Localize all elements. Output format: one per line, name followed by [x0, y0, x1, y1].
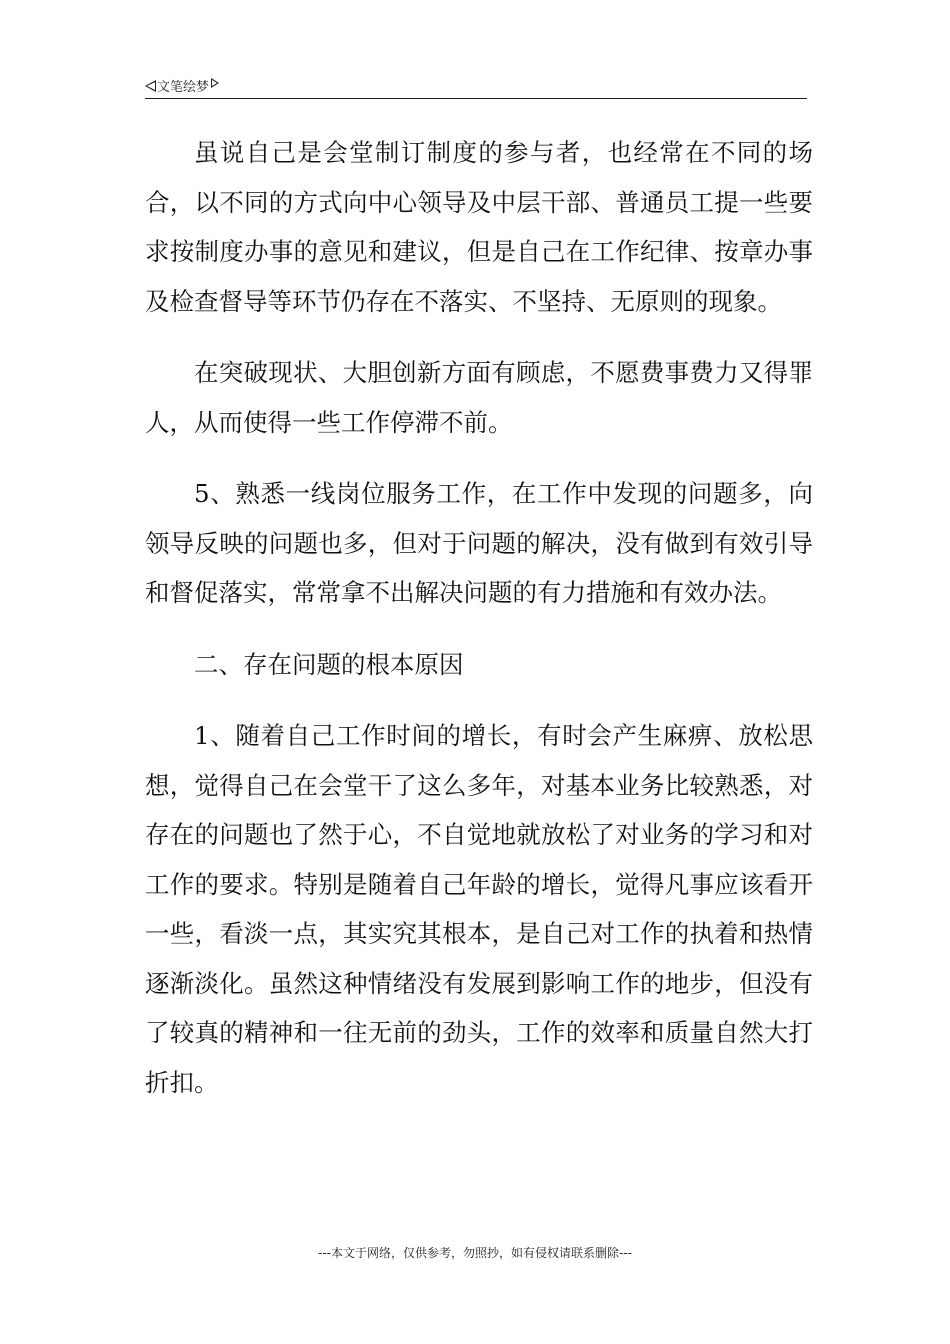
- right-triangle-icon: [211, 78, 219, 88]
- page-header: [145, 74, 807, 99]
- page-footer: ---本文于网络，仅供参考，勿照抄，如有侵权请联系删除---: [318, 1246, 632, 1260]
- paragraph: 在突破现状、大胆创新方面有顾虑，不愿费事费力又得罪人，从而使得一些工作停滞不前。: [145, 358, 813, 437]
- paragraph: 5、熟悉一线岗位服务工作，在工作中发现的问题多，向领导反映的问题也多，但对于问题的解决，没有做到有效引导和督促落实，常常拿不出解决问题的有力措施和有效办法。: [145, 479, 813, 607]
- header-brand-text: 文笔绘梦: [157, 80, 210, 95]
- paragraph: 1、随着自己工作时间的增长，有时会产生麻痹、放松思想，觉得自己在会堂干了这么多年，对基本业务比较熟悉，对存在的问题也了然于心，不自觉地就放松了对业务的学习和对工作的要求。特别是随着自己年龄的增长，觉得凡事应该看开一些，看淡一点，其实究其根本，是自己对工作的执着和热情逐渐淡化。虽然这种情绪没有发展到影响工作的地步，但没有了较真的精神和一往无前的劲头，工作的效率和质量自然大打折扣。: [145, 721, 813, 1097]
- left-triangle-icon: [145, 80, 156, 92]
- document-body: [145, 128, 813, 1107]
- section-heading: 二、存在问题的根本原因: [194, 649, 464, 679]
- paragraph: 虽说自己是会堂制订制度的参与者，也经常在不同的场合，以不同的方式向中心领导及中层干部、普通员工提一些要求按制度办事的意见和建议，但是自己在工作纪律、按章办事及检查督导等环节仍存在不落实、不坚持、无原则的现象。: [145, 138, 813, 316]
- header-brand: [145, 76, 219, 95]
